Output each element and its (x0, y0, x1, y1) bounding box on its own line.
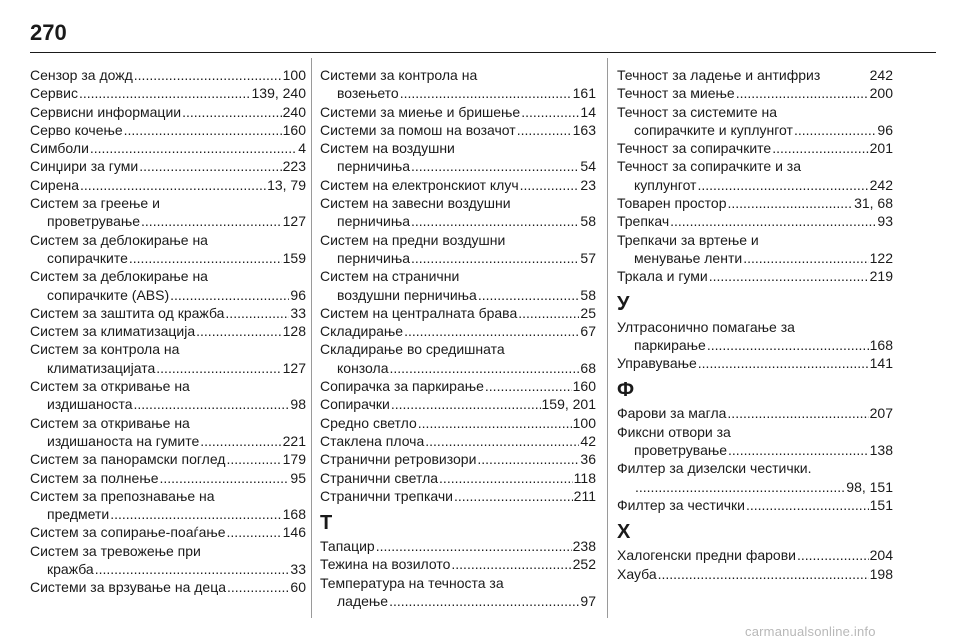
column-divider (311, 58, 312, 618)
index-entry (617, 423, 893, 460)
index-letter-heading: Х (617, 521, 631, 544)
dot-leader (670, 212, 876, 230)
index-column-2 (320, 66, 596, 610)
entry-page-numbers: 68 (580, 359, 596, 376)
page-number: 270 (30, 20, 67, 45)
index-entry (30, 340, 306, 377)
entry-title-continuation: издишаноста (47, 396, 133, 413)
index-entry (617, 212, 893, 230)
entry-title: Тежина на возилото (320, 556, 451, 573)
entry-page-numbers: 159 (282, 249, 306, 266)
index-entry (30, 450, 306, 468)
entry-page-numbers: 57 (580, 249, 596, 266)
dot-leader (134, 395, 290, 413)
entry-title: Системи за контрола на (320, 67, 478, 83)
index-entry (30, 176, 306, 194)
index-entry (30, 523, 306, 541)
column-divider (607, 58, 608, 618)
index-entry (617, 546, 893, 564)
entry-title: Странични светла (320, 469, 439, 486)
dot-leader (389, 592, 579, 610)
dot-leader (439, 469, 573, 487)
entry-page-numbers: 198 (869, 565, 893, 582)
index-entry (30, 322, 306, 340)
entry-title-continuation: менување ленти (634, 249, 743, 266)
dot-leader (736, 84, 869, 102)
entry-title-continuation: конзола (337, 359, 389, 376)
index-entry (320, 469, 596, 487)
entry-title-continuation: сопирачките (ABS) (47, 286, 170, 303)
index-entry (617, 404, 893, 422)
index-entry (320, 432, 596, 450)
index-entry (320, 322, 596, 340)
dot-leader (521, 103, 579, 121)
index-entry (30, 267, 306, 304)
entry-title: Сопирачки (320, 396, 390, 413)
dot-leader (226, 450, 281, 468)
dot-leader (658, 565, 869, 583)
entry-page-numbers: 58 (580, 286, 596, 303)
entry-page-numbers: 33 (290, 304, 306, 321)
dot-leader (196, 322, 282, 340)
dot-leader (797, 546, 869, 564)
dot-leader (517, 121, 572, 139)
entry-title: Течност за системите на (617, 103, 778, 120)
index-entry (617, 354, 893, 372)
entry-title: Температура на течноста за (320, 574, 504, 591)
entry-title-continuation: кражба (47, 561, 94, 578)
entry-page-numbers: 179 (282, 451, 306, 468)
entry-title: Складирање (320, 323, 404, 340)
entry-page-numbers: 97 (580, 593, 596, 610)
entry-page-numbers: 36 (580, 451, 596, 468)
entry-title-continuation: перничиња (337, 249, 410, 266)
entry-title: Системи за миење и бришење (320, 103, 521, 120)
entry-page-numbers: 160 (282, 121, 306, 138)
dot-leader (404, 322, 579, 340)
dot-leader (200, 432, 281, 450)
dot-leader (709, 267, 869, 285)
dot-leader (170, 286, 289, 304)
entry-page-numbers: 242 (869, 67, 893, 83)
index-entry (30, 103, 306, 121)
entry-page-numbers: 221 (282, 432, 306, 449)
entry-page-numbers: 242 (869, 176, 893, 193)
dot-leader (134, 66, 282, 84)
index-entry (320, 487, 596, 505)
entry-title: Товарен простор (617, 195, 727, 212)
dot-leader (225, 304, 289, 322)
entry-page-numbers: 60 (290, 579, 306, 596)
dot-leader (129, 249, 282, 267)
entry-page-numbers: 67 (580, 323, 596, 340)
dot-leader (160, 469, 290, 487)
entry-page-numbers: 207 (869, 405, 893, 422)
index-entry (30, 157, 306, 175)
dot-leader (794, 121, 876, 139)
dot-leader (411, 249, 579, 267)
dot-leader (477, 450, 579, 468)
entry-title-continuation: климатизацијата (47, 359, 156, 376)
entry-title: Странични трепкачи (320, 487, 453, 504)
entry-page-numbers: 14 (580, 103, 596, 120)
dot-leader (411, 212, 579, 230)
entry-title-continuation: ладење (337, 593, 389, 610)
dot-leader (520, 176, 580, 194)
dot-leader (485, 377, 572, 395)
index-entry (30, 121, 306, 139)
dot-leader (707, 336, 869, 354)
entry-page-numbers: 42 (580, 432, 596, 449)
entry-page-numbers: 238 (572, 538, 596, 555)
entry-page-numbers: 23 (580, 176, 596, 193)
dot-leader (698, 354, 869, 372)
entry-title: Складирање во средишната (320, 341, 505, 358)
entry-page-numbers: 96 (877, 121, 893, 138)
entry-title: Течност за ладење и антифриз (617, 67, 821, 83)
dot-leader (478, 286, 580, 304)
entry-page-numbers: 146 (282, 524, 306, 541)
entry-page-numbers: 98 (290, 396, 306, 413)
dot-leader (182, 103, 282, 121)
dot-leader (139, 157, 281, 175)
dot-leader (227, 578, 289, 596)
dot-leader (727, 194, 853, 212)
dot-leader (390, 359, 580, 377)
entry-title: Филтер за дизелски честички. (617, 460, 812, 477)
entry-page-numbers: 13, 79 (267, 176, 306, 193)
entry-page-numbers: 138 (869, 442, 893, 459)
dot-leader (772, 139, 868, 157)
dot-leader (743, 249, 868, 267)
index-entry (30, 139, 306, 157)
index-entry (30, 578, 306, 596)
index-entry (30, 231, 306, 268)
entry-title: Течност за сопирачките и за (617, 158, 801, 175)
dot-leader (697, 176, 868, 194)
index-entry (320, 267, 596, 304)
entry-page-numbers: 100 (282, 67, 306, 83)
index-entry (617, 267, 893, 285)
entry-title-continuation: куплунгот (634, 176, 697, 193)
entry-title: Систем на централната брава (320, 304, 518, 321)
entry-page-numbers: 163 (572, 121, 596, 138)
entry-page-numbers: 200 (869, 85, 893, 102)
entry-title: Систем за откривање на (30, 378, 190, 395)
entry-title-continuation: предмети (47, 506, 110, 523)
entry-title: Странични ретровизори (320, 451, 477, 468)
entry-title: Серво кочење (30, 121, 123, 138)
entry-title: Течност за сопирачките (617, 140, 772, 157)
dot-leader (746, 496, 869, 514)
index-letter-heading: Т (320, 512, 333, 535)
entry-title: Систем за панорамски поглед (30, 451, 226, 468)
index-entry (320, 121, 596, 139)
entry-page-numbers: 122 (869, 249, 893, 266)
entry-title: Систем на електронскиот клуч (320, 176, 519, 193)
index-entry (617, 157, 893, 194)
entry-page-numbers: 168 (869, 336, 893, 353)
entry-page-numbers: 223 (282, 158, 306, 175)
dot-leader (727, 404, 868, 422)
entry-title-continuation: сопирачките (47, 249, 128, 266)
entry-title: Стаклена плоча (320, 432, 425, 449)
index-entry (320, 304, 596, 322)
entry-title-continuation: возењето (337, 85, 399, 102)
entry-page-numbers: 93 (877, 213, 893, 230)
entry-title: Фиксни отвори за (617, 423, 731, 440)
entry-title: Систем на предни воздушни (320, 231, 506, 248)
index-entry (617, 496, 893, 514)
entry-title-continuation: воздушни перничиња (337, 286, 477, 303)
index-entry (30, 66, 306, 84)
entry-title-continuation: проветрување (634, 442, 728, 459)
entry-title: Систем за тревожење при (30, 542, 201, 559)
header-rule (30, 52, 936, 53)
entry-title: Сирена (30, 176, 80, 193)
index-entry (30, 194, 306, 231)
entry-title: Трепкач (617, 213, 670, 230)
dot-leader (376, 537, 572, 555)
dot-leader (141, 212, 282, 230)
entry-page-numbers: 98, 151 (846, 478, 893, 495)
index-entry (30, 84, 306, 102)
entry-title: Систем за откривање на (30, 414, 190, 431)
entry-page-numbers: 141 (869, 355, 893, 372)
entry-title-continuation: перничиња (337, 213, 410, 230)
index-entry (320, 103, 596, 121)
index-entry (30, 469, 306, 487)
index-entry (320, 176, 596, 194)
index-entry (617, 84, 893, 102)
entry-page-numbers: 240 (282, 103, 306, 120)
index-entry (617, 66, 893, 84)
entry-title: Систем за заштита од кражба (30, 304, 225, 321)
dot-leader (90, 139, 297, 157)
index-entry (320, 377, 596, 395)
index-column-3 (617, 66, 893, 583)
entry-page-numbers: 25 (580, 304, 596, 321)
index-entry (30, 487, 306, 524)
entry-page-numbers: 95 (290, 469, 306, 486)
entry-title: Систем за препознавање на (30, 487, 215, 504)
entry-page-numbers: 4 (298, 140, 306, 157)
entry-title: Управување (617, 355, 697, 372)
entry-title: Тркала и гуми (617, 268, 708, 285)
entry-title: Течност за миење (617, 85, 735, 102)
index-entry (617, 459, 893, 496)
entry-page-numbers: 168 (282, 506, 306, 523)
entry-title: Синџири за гуми (30, 158, 139, 175)
entry-title: Ултрасонично помагање за (617, 318, 795, 335)
dot-leader (454, 487, 573, 505)
index-entry (320, 395, 596, 413)
index-entry (30, 304, 306, 322)
index-letter-heading: У (617, 292, 630, 315)
entry-title: Систем за сопирање-поаѓање (30, 524, 226, 541)
entry-title: Системи за помош на возачот (320, 121, 516, 138)
index-entry (320, 555, 596, 573)
entry-title-continuation: сопирачките и куплунгот (634, 121, 793, 138)
dot-leader (156, 359, 281, 377)
entry-title: Хауба (617, 565, 657, 582)
entry-page-numbers: 252 (572, 556, 596, 573)
dot-leader (728, 441, 869, 459)
entry-title: Сензор за дожд (30, 67, 133, 83)
dot-leader (451, 555, 571, 573)
entry-title-continuation: паркирање (634, 336, 706, 353)
entry-page-numbers: 201 (869, 140, 893, 157)
entry-title: Тапацир (320, 538, 375, 555)
entry-page-numbers: 100 (572, 414, 596, 431)
index-entry (320, 139, 596, 176)
entry-title-continuation: перничиња (337, 158, 410, 175)
index-entry (320, 574, 596, 611)
entry-title: Симболи (30, 140, 89, 157)
entry-page-numbers: 96 (290, 286, 306, 303)
entry-page-numbers: 127 (282, 213, 306, 230)
index-entry (30, 414, 306, 451)
entry-title: Систем за климатизација (30, 323, 196, 340)
index-entry (617, 231, 893, 268)
dot-leader (95, 560, 290, 578)
dot-leader (124, 121, 282, 139)
entry-title: Трепкачи за вртење и (617, 231, 759, 248)
entry-page-numbers: 139, 240 (251, 85, 306, 102)
index-entry (320, 450, 596, 468)
entry-title: Халогенски предни фарови (617, 547, 796, 564)
entry-page-numbers: 151 (869, 496, 893, 513)
entry-page-numbers: 159, 201 (541, 396, 596, 413)
dot-leader (400, 84, 572, 102)
index-entry (617, 103, 893, 140)
entry-title: Систем за греење и (30, 195, 160, 212)
entry-page-numbers: 127 (282, 359, 306, 376)
dot-leader (425, 432, 579, 450)
entry-title: Систем за полнење (30, 469, 159, 486)
index-entry (30, 542, 306, 579)
entry-page-numbers: 161 (572, 85, 596, 102)
dot-leader (418, 414, 572, 432)
entry-title: Системи за врзување на деца (30, 579, 227, 596)
entry-title: Систем за деблокирање на (30, 268, 208, 285)
entry-title: Средно светло (320, 414, 417, 431)
entry-title-continuation: проветрување (47, 213, 141, 230)
index-entry (320, 66, 596, 103)
entry-page-numbers: 118 (573, 469, 596, 486)
index-entry (320, 537, 596, 555)
index-entry (617, 139, 893, 157)
entry-title: Филтер за честички (617, 496, 745, 513)
entry-page-numbers: 211 (573, 487, 596, 504)
index-column-1 (30, 66, 306, 597)
entry-page-numbers: 54 (580, 158, 596, 175)
dot-leader (80, 176, 266, 194)
dot-leader (227, 523, 282, 541)
entry-page-numbers: 219 (869, 268, 893, 285)
index-entry (30, 377, 306, 414)
index-entry (617, 194, 893, 212)
entry-title: Систем на воздушни (320, 140, 455, 157)
index-entry (320, 194, 596, 231)
index-entry (320, 414, 596, 432)
entry-page-numbers: 33 (290, 561, 306, 578)
dot-leader (79, 84, 251, 102)
dot-leader (411, 157, 579, 175)
entry-title: Систем за контрола на (30, 341, 180, 358)
entry-title: Сервисни информации (30, 103, 182, 120)
entry-title-continuation: издишаноста на гумите (47, 432, 200, 449)
entry-title: Сервис (30, 85, 78, 102)
index-letter-heading: Ф (617, 379, 635, 402)
entry-page-numbers: 204 (869, 547, 893, 564)
index-entry (617, 318, 893, 355)
watermark: carmanualsonline.info (745, 624, 876, 639)
entry-title: Сопирачка за паркирање (320, 378, 484, 395)
index-entry (320, 231, 596, 268)
entry-title: Систем за деблокирање на (30, 231, 208, 248)
entry-title: Систем на завесни воздушни (320, 195, 511, 212)
entry-title: Фарови за магла (617, 405, 727, 422)
entry-page-numbers: 160 (572, 378, 596, 395)
dot-leader (391, 395, 541, 413)
dot-leader (518, 304, 579, 322)
dot-leader (110, 505, 281, 523)
entry-title: Систем на странични (320, 268, 460, 285)
entry-page-numbers: 58 (580, 213, 596, 230)
entry-page-numbers: 31, 68 (854, 195, 893, 212)
index-entry (617, 565, 893, 583)
index-entry (320, 340, 596, 377)
dot-leader (635, 478, 845, 496)
entry-page-numbers: 128 (282, 323, 306, 340)
